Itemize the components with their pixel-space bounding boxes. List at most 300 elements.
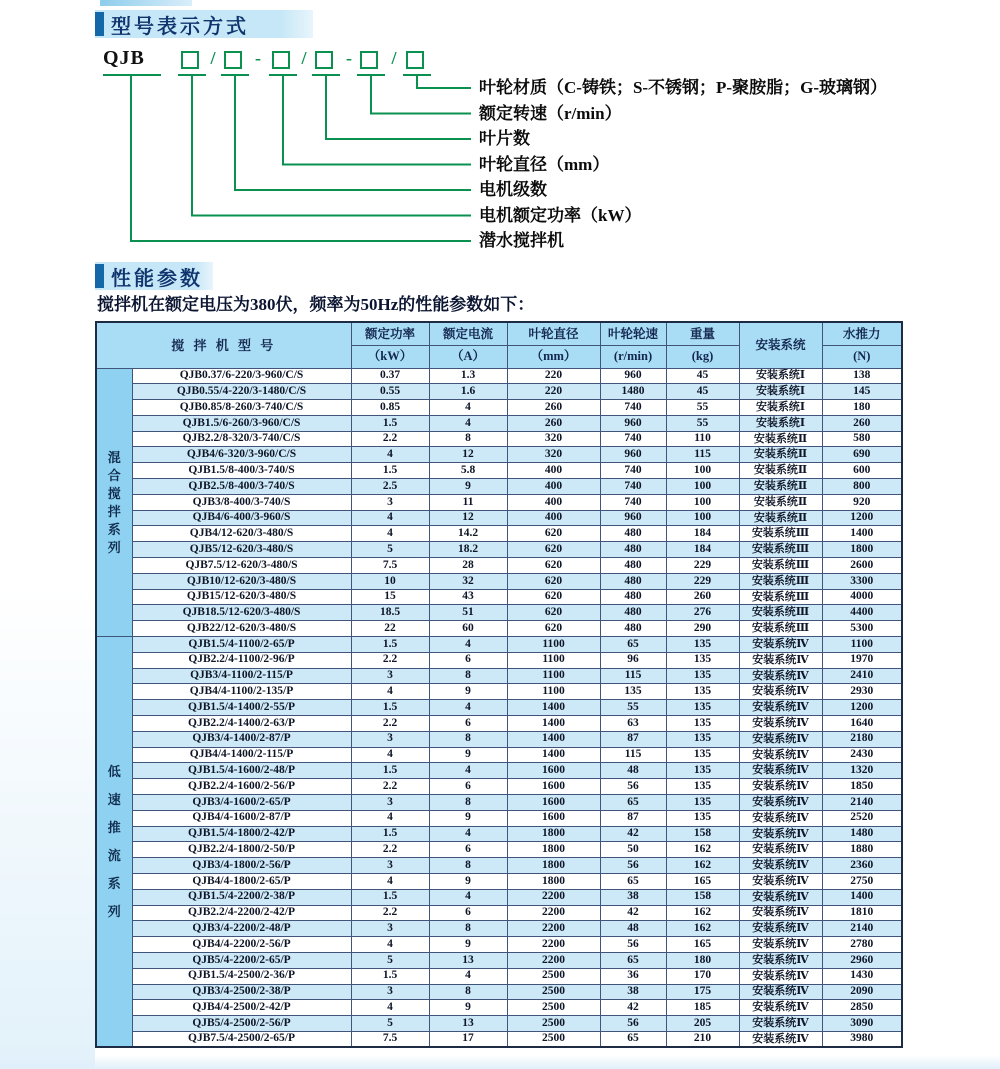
diagram-label: 叶片数 — [479, 129, 530, 148]
cell-speed: 65 — [600, 952, 666, 968]
cell-current: 9 — [429, 810, 507, 826]
cell-weight: 260 — [666, 589, 739, 605]
cell-power: 4 — [351, 874, 429, 890]
cell-model: QJB10/12-620/3-480/S — [132, 573, 351, 589]
cell-model: QJB15/12-620/3-480/S — [132, 589, 351, 605]
cell-diameter: 2500 — [507, 1031, 600, 1047]
cell-model: QJB22/12-620/3-480/S — [132, 621, 351, 637]
cell-power: 1.5 — [351, 637, 429, 653]
cell-diameter: 620 — [507, 621, 600, 637]
cell-weight: 110 — [666, 431, 739, 447]
cell-speed: 48 — [600, 921, 666, 937]
cell-install: 安装系统Ⅳ — [739, 700, 822, 716]
cell-speed: 960 — [600, 447, 666, 463]
table-row — [96, 684, 902, 700]
cell-model: QJB1.5/8-400/3-740/S — [132, 463, 351, 479]
table-row — [96, 447, 902, 463]
table-row — [96, 810, 902, 826]
cell-current: 8 — [429, 921, 507, 937]
cell-speed: 63 — [600, 716, 666, 732]
cell-thrust: 2600 — [822, 558, 902, 574]
cell-current: 13 — [429, 1016, 507, 1032]
cell-speed: 115 — [600, 668, 666, 684]
series-label-char: 速 — [107, 792, 121, 808]
col-header-power: 额定功率 — [351, 322, 429, 345]
cell-model: QJB3/4-2200/2-48/P — [132, 921, 351, 937]
cell-install: 安装系统Ⅲ — [739, 558, 822, 574]
model-code-separator: / — [210, 48, 216, 68]
cell-speed: 740 — [600, 431, 666, 447]
table-row — [96, 431, 902, 447]
diagram-label: 额定转速（r/min） — [479, 103, 622, 123]
cell-power: 4 — [351, 810, 429, 826]
cell-diameter: 1100 — [507, 668, 600, 684]
cell-speed: 135 — [600, 684, 666, 700]
cell-current: 4 — [429, 400, 507, 416]
page-top-decoration — [100, 0, 192, 6]
cell-install: 安装系统Ⅳ — [739, 779, 822, 795]
cell-model: QJB4/12-620/3-480/S — [132, 526, 351, 542]
cell-speed: 480 — [600, 573, 666, 589]
cell-current: 17 — [429, 1031, 507, 1047]
cell-diameter: 1600 — [507, 795, 600, 811]
cell-current: 1.3 — [429, 368, 507, 384]
cell-power: 0.85 — [351, 400, 429, 416]
section-title-model-designation: 型号表示方式 — [111, 15, 249, 38]
cell-model: QJB0.55/4-220/3-1480/C/S — [132, 384, 351, 400]
table-row — [96, 874, 902, 890]
cell-power: 4 — [351, 526, 429, 542]
cell-install: 安装系统Ⅲ — [739, 526, 822, 542]
cell-diameter: 2500 — [507, 984, 600, 1000]
series-label-char: 系 — [107, 521, 121, 537]
cell-diameter: 1800 — [507, 826, 600, 842]
cell-thrust: 2140 — [822, 795, 902, 811]
cell-current: 14.2 — [429, 526, 507, 542]
table-row — [96, 747, 902, 763]
cell-install: 安装系统Ⅳ — [739, 795, 822, 811]
model-designation-diagram — [95, 45, 907, 259]
cell-thrust: 800 — [822, 479, 902, 495]
cell-current: 1.6 — [429, 384, 507, 400]
cell-install: 安装系统Ⅳ — [739, 905, 822, 921]
cell-current: 8 — [429, 668, 507, 684]
cell-speed: 65 — [600, 795, 666, 811]
cell-weight: 135 — [666, 747, 739, 763]
cell-power: 2.2 — [351, 905, 429, 921]
cell-weight: 100 — [666, 510, 739, 526]
cell-power: 4 — [351, 747, 429, 763]
cell-speed: 740 — [600, 494, 666, 510]
cell-weight: 165 — [666, 937, 739, 953]
col-header-diameter: 叶轮直径 — [507, 322, 600, 345]
section-model-designation-header — [95, 10, 313, 38]
table-row — [96, 637, 902, 653]
table-row — [96, 652, 902, 668]
cell-weight: 276 — [666, 605, 739, 621]
cell-power: 3 — [351, 494, 429, 510]
cell-model: QJB1.5/4-1600/2-48/P — [132, 763, 351, 779]
cell-weight: 100 — [666, 479, 739, 495]
cell-model: QJB3/4-1100/2-115/P — [132, 668, 351, 684]
table-row — [96, 984, 902, 1000]
model-code-separator: - — [346, 48, 352, 68]
cell-weight: 162 — [666, 905, 739, 921]
table-row — [96, 510, 902, 526]
table-row — [96, 952, 902, 968]
cell-weight: 100 — [666, 494, 739, 510]
cell-diameter: 1400 — [507, 716, 600, 732]
cell-current: 4 — [429, 889, 507, 905]
model-code-separator: / — [301, 48, 307, 68]
cell-thrust: 1400 — [822, 889, 902, 905]
cell-speed: 96 — [600, 652, 666, 668]
table-row — [96, 779, 902, 795]
cell-install: 安装系统Ⅱ — [739, 431, 822, 447]
cell-diameter: 400 — [507, 463, 600, 479]
table-row — [96, 795, 902, 811]
cell-model: QJB5/4-2200/2-65/P — [132, 952, 351, 968]
diagram-label: 电机额定功率（kW） — [479, 205, 642, 225]
cell-current: 9 — [429, 1000, 507, 1016]
col-unit-power: （kW） — [351, 345, 429, 368]
cell-install: 安装系统Ⅰ — [739, 415, 822, 431]
cell-install: 安装系统Ⅳ — [739, 826, 822, 842]
cell-install: 安装系统Ⅳ — [739, 858, 822, 874]
cell-weight: 135 — [666, 637, 739, 653]
cell-speed: 56 — [600, 858, 666, 874]
cell-diameter: 260 — [507, 415, 600, 431]
cell-speed: 50 — [600, 842, 666, 858]
cell-power: 5 — [351, 542, 429, 558]
cell-thrust: 3090 — [822, 1016, 902, 1032]
cell-power: 22 — [351, 621, 429, 637]
cell-diameter: 320 — [507, 431, 600, 447]
cell-thrust: 260 — [822, 415, 902, 431]
cell-install: 安装系统Ⅳ — [739, 731, 822, 747]
cell-power: 0.37 — [351, 368, 429, 384]
cell-diameter: 1100 — [507, 684, 600, 700]
table-row — [96, 937, 902, 953]
cell-model: QJB4/4-1600/2-87/P — [132, 810, 351, 826]
cell-install: 安装系统Ⅳ — [739, 1000, 822, 1016]
cell-power: 1.5 — [351, 763, 429, 779]
cell-current: 32 — [429, 573, 507, 589]
table-row — [96, 494, 902, 510]
series-label-char: 低 — [107, 764, 121, 780]
cell-current: 8 — [429, 431, 507, 447]
cell-current: 5.8 — [429, 463, 507, 479]
table-header — [96, 322, 902, 368]
cell-speed: 38 — [600, 889, 666, 905]
cell-install: 安装系统Ⅳ — [739, 763, 822, 779]
cell-diameter: 2500 — [507, 968, 600, 984]
cell-current: 4 — [429, 700, 507, 716]
cell-thrust: 1880 — [822, 842, 902, 858]
table-row — [96, 700, 902, 716]
table-row — [96, 400, 902, 416]
series-label-char: 合 — [107, 467, 121, 483]
cell-current: 8 — [429, 795, 507, 811]
cell-weight: 135 — [666, 668, 739, 684]
cell-diameter: 1800 — [507, 874, 600, 890]
cell-power: 4 — [351, 684, 429, 700]
table-row — [96, 905, 902, 921]
cell-power: 0.55 — [351, 384, 429, 400]
series-label-char: 系 — [107, 876, 121, 892]
model-code-box — [315, 51, 333, 69]
cell-current: 8 — [429, 858, 507, 874]
cell-current: 8 — [429, 984, 507, 1000]
cell-current: 28 — [429, 558, 507, 574]
cell-diameter: 620 — [507, 526, 600, 542]
cell-diameter: 2200 — [507, 921, 600, 937]
cell-speed: 42 — [600, 826, 666, 842]
cell-weight: 165 — [666, 874, 739, 890]
cell-model: QJB7.5/12-620/3-480/S — [132, 558, 351, 574]
cell-weight: 184 — [666, 542, 739, 558]
series-label-char: 推 — [107, 820, 121, 836]
table-row — [96, 921, 902, 937]
cell-thrust: 2750 — [822, 874, 902, 890]
cell-install: 安装系统Ⅲ — [739, 605, 822, 621]
cell-model: QJB3/4-1400/2-87/P — [132, 731, 351, 747]
cell-model: QJB18.5/12-620/3-480/S — [132, 605, 351, 621]
left-page-wash — [0, 0, 95, 1069]
cell-diameter: 1400 — [507, 731, 600, 747]
cell-model: QJB3/8-400/3-740/S — [132, 494, 351, 510]
cell-speed: 480 — [600, 621, 666, 637]
cell-current: 6 — [429, 652, 507, 668]
cell-model: QJB2.5/8-400/3-740/S — [132, 479, 351, 495]
cell-install: 安装系统Ⅳ — [739, 842, 822, 858]
cell-speed: 480 — [600, 526, 666, 542]
table-row — [96, 668, 902, 684]
table-row — [96, 479, 902, 495]
table-row — [96, 605, 902, 621]
cell-install: 安装系统Ⅲ — [739, 589, 822, 605]
cell-speed: 480 — [600, 589, 666, 605]
cell-current: 4 — [429, 637, 507, 653]
cell-speed: 740 — [600, 400, 666, 416]
cell-thrust: 3300 — [822, 573, 902, 589]
cell-power: 3 — [351, 858, 429, 874]
table-row — [96, 968, 902, 984]
cell-weight: 135 — [666, 763, 739, 779]
cell-install: 安装系统Ⅳ — [739, 668, 822, 684]
cell-weight: 45 — [666, 368, 739, 384]
cell-diameter: 620 — [507, 589, 600, 605]
cell-thrust: 2090 — [822, 984, 902, 1000]
cell-install: 安装系统Ⅱ — [739, 494, 822, 510]
cell-speed: 36 — [600, 968, 666, 984]
cell-model: QJB1.5/4-2200/2-38/P — [132, 889, 351, 905]
cell-model: QJB1.5/4-1100/2-65/P — [132, 637, 351, 653]
cell-install: 安装系统Ⅰ — [739, 400, 822, 416]
cell-weight: 229 — [666, 558, 739, 574]
cell-speed: 960 — [600, 415, 666, 431]
cell-power: 1.5 — [351, 700, 429, 716]
cell-power: 15 — [351, 589, 429, 605]
cell-power: 1.5 — [351, 415, 429, 431]
cell-model: QJB4/6-400/3-960/S — [132, 510, 351, 526]
cell-weight: 55 — [666, 400, 739, 416]
model-code-separator: - — [255, 48, 261, 68]
cell-weight: 205 — [666, 1016, 739, 1032]
cell-power: 4 — [351, 1000, 429, 1016]
cell-install: 安装系统Ⅳ — [739, 952, 822, 968]
model-code-box — [272, 51, 290, 69]
cell-power: 2.2 — [351, 431, 429, 447]
cell-diameter: 220 — [507, 384, 600, 400]
cell-weight: 162 — [666, 858, 739, 874]
table-row — [96, 1031, 902, 1047]
cell-thrust: 4000 — [822, 589, 902, 605]
cell-thrust: 2850 — [822, 1000, 902, 1016]
table-row — [96, 415, 902, 431]
cell-model: QJB2.2/8-320/3-740/C/S — [132, 431, 351, 447]
cell-speed: 115 — [600, 747, 666, 763]
cell-install: 安装系统Ⅳ — [739, 889, 822, 905]
col-header-thrust: 水推力 — [822, 322, 902, 345]
cell-current: 12 — [429, 447, 507, 463]
cell-thrust: 690 — [822, 447, 902, 463]
cell-power: 3 — [351, 984, 429, 1000]
cell-diameter: 620 — [507, 605, 600, 621]
cell-model: QJB7.5/4-2500/2-65/P — [132, 1031, 351, 1047]
cell-diameter: 1800 — [507, 842, 600, 858]
cell-thrust: 2430 — [822, 747, 902, 763]
performance-table — [95, 321, 903, 1048]
cell-thrust: 2180 — [822, 731, 902, 747]
cell-diameter: 220 — [507, 368, 600, 384]
cell-speed: 42 — [600, 1000, 666, 1016]
table-row — [96, 731, 902, 747]
cell-thrust: 920 — [822, 494, 902, 510]
cell-thrust: 1810 — [822, 905, 902, 921]
cell-thrust: 2930 — [822, 684, 902, 700]
cell-install: 安装系统Ⅳ — [739, 716, 822, 732]
diagram-label: 叶轮直径（mm） — [479, 154, 610, 174]
cell-model: QJB1.5/4-1800/2-42/P — [132, 826, 351, 842]
cell-thrust: 3980 — [822, 1031, 902, 1047]
section-title-performance: 性能参数 — [111, 267, 203, 290]
cell-power: 2.2 — [351, 716, 429, 732]
cell-power: 1.5 — [351, 889, 429, 905]
cell-power: 2.2 — [351, 842, 429, 858]
cell-model: QJB1.5/6-260/3-960/C/S — [132, 415, 351, 431]
cell-thrust: 2410 — [822, 668, 902, 684]
cell-install: 安装系统Ⅲ — [739, 573, 822, 589]
cell-current: 6 — [429, 779, 507, 795]
cell-model: QJB4/6-320/3-960/C/S — [132, 447, 351, 463]
cell-thrust: 180 — [822, 400, 902, 416]
performance-table-wrap — [95, 321, 903, 1048]
series-label — [96, 637, 132, 1048]
col-header-weight: 重量 — [666, 322, 739, 345]
table-row — [96, 716, 902, 732]
cell-model: QJB4/4-1100/2-135/P — [132, 684, 351, 700]
cell-current: 9 — [429, 479, 507, 495]
table-row — [96, 842, 902, 858]
cell-weight: 135 — [666, 700, 739, 716]
cell-install: 安装系统Ⅳ — [739, 747, 822, 763]
cell-current: 12 — [429, 510, 507, 526]
cell-current: 43 — [429, 589, 507, 605]
cell-diameter: 2500 — [507, 1016, 600, 1032]
cell-weight: 135 — [666, 652, 739, 668]
cell-speed: 42 — [600, 905, 666, 921]
cell-thrust: 1800 — [822, 542, 902, 558]
cell-thrust: 1430 — [822, 968, 902, 984]
diagram-label: 叶轮材质（C-铸铁；S-不锈钢；P-聚胺脂；G-玻璃钢） — [479, 78, 887, 97]
cell-diameter: 1400 — [507, 747, 600, 763]
cell-model: QJB4/4-1400/2-115/P — [132, 747, 351, 763]
series-label-char: 列 — [107, 539, 121, 555]
cell-speed: 740 — [600, 479, 666, 495]
cell-install: 安装系统Ⅰ — [739, 368, 822, 384]
cell-install: 安装系统Ⅱ — [739, 510, 822, 526]
series-label-char: 混 — [107, 449, 121, 465]
cell-power: 2.5 — [351, 479, 429, 495]
cell-diameter: 2200 — [507, 889, 600, 905]
cell-model: QJB3/4-2500/2-38/P — [132, 984, 351, 1000]
cell-diameter: 1600 — [507, 779, 600, 795]
cell-model: QJB5/4-2500/2-56/P — [132, 1016, 351, 1032]
cell-install: 安装系统Ⅳ — [739, 810, 822, 826]
cell-power: 7.5 — [351, 1031, 429, 1047]
cell-weight: 135 — [666, 731, 739, 747]
col-header-model: 搅 拌 机 型 号 — [96, 322, 351, 368]
table-row — [96, 889, 902, 905]
cell-weight: 100 — [666, 463, 739, 479]
cell-thrust: 2780 — [822, 937, 902, 953]
cell-weight: 170 — [666, 968, 739, 984]
cell-current: 9 — [429, 747, 507, 763]
cell-weight: 180 — [666, 952, 739, 968]
cell-model: QJB0.37/6-220/3-960/C/S — [132, 368, 351, 384]
cell-power: 5 — [351, 952, 429, 968]
cell-install: 安装系统Ⅳ — [739, 937, 822, 953]
cell-speed: 480 — [600, 558, 666, 574]
cell-install: 安装系统Ⅳ — [739, 1031, 822, 1047]
cell-current: 18.2 — [429, 542, 507, 558]
section-performance-header — [95, 262, 213, 290]
cell-current: 6 — [429, 905, 507, 921]
cell-weight: 135 — [666, 810, 739, 826]
cell-diameter: 620 — [507, 573, 600, 589]
cell-power: 1.5 — [351, 463, 429, 479]
cell-weight: 45 — [666, 384, 739, 400]
cell-current: 4 — [429, 826, 507, 842]
cell-install: 安装系统Ⅳ — [739, 684, 822, 700]
cell-speed: 55 — [600, 700, 666, 716]
diagram-label: 潜水搅拌机 — [479, 231, 564, 250]
cell-thrust: 2960 — [822, 952, 902, 968]
table-row — [96, 368, 902, 384]
cell-power: 3 — [351, 795, 429, 811]
cell-weight: 135 — [666, 716, 739, 732]
cell-thrust: 145 — [822, 384, 902, 400]
cell-model: QJB1.5/4-1400/2-55/P — [132, 700, 351, 716]
cell-speed: 480 — [600, 542, 666, 558]
cell-power: 1.5 — [351, 826, 429, 842]
table-row — [96, 589, 902, 605]
cell-diameter: 1600 — [507, 810, 600, 826]
cell-install: 安装系统Ⅰ — [739, 384, 822, 400]
table-row — [96, 463, 902, 479]
cell-install: 安装系统Ⅳ — [739, 1016, 822, 1032]
